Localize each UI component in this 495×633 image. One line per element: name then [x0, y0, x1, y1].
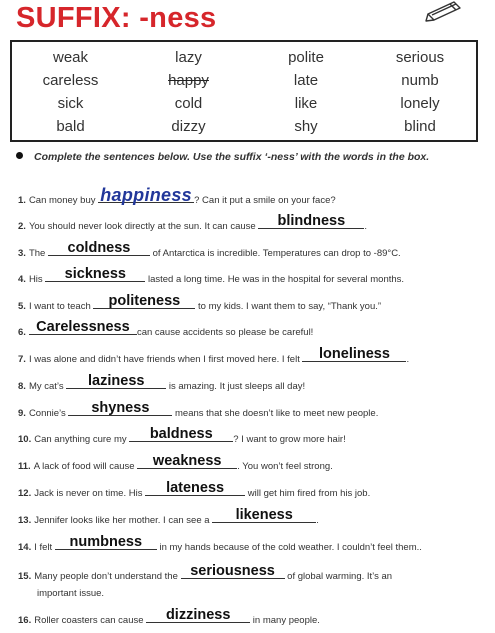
question-number: 13. — [18, 515, 32, 526]
question-text: ? I want to grow more hair! — [233, 434, 346, 445]
question — [18, 266, 405, 285]
question — [18, 213, 367, 232]
word-item-crossed-out: happy — [168, 72, 209, 89]
answer-blank[interactable] — [93, 293, 195, 309]
question-text: Can money buy — [28, 195, 99, 206]
instruction — [16, 151, 429, 163]
question-text-continued: important issue. — [37, 588, 105, 599]
answer: sickness — [64, 266, 126, 282]
answer: baldness — [149, 426, 213, 442]
word-item: serious — [395, 49, 445, 66]
question-text: . — [406, 354, 410, 365]
question-number: 4. — [18, 274, 26, 285]
answer: loneliness — [319, 346, 390, 362]
question — [18, 185, 336, 206]
word-item: careless — [42, 72, 99, 89]
answer: numbness — [69, 534, 143, 550]
question-number: 2. — [18, 221, 26, 232]
question-text: Jack is never on time. His — [34, 488, 146, 499]
question — [18, 480, 371, 499]
question-text: A lack of food will cause — [33, 461, 138, 472]
question-text: is amazing. It just sleeps all day! — [166, 381, 306, 392]
answer-blank[interactable] — [145, 480, 245, 496]
question-text: in many people. — [250, 615, 320, 626]
answer: coldness — [67, 240, 131, 256]
question-number: 14. — [18, 542, 32, 553]
word-item: late — [293, 72, 319, 89]
word-item: numb — [401, 72, 439, 89]
question-number: 9. — [18, 408, 26, 419]
answer-blank[interactable] — [45, 266, 145, 282]
word-item: dizzy — [171, 118, 206, 135]
answer-blank[interactable] — [146, 607, 250, 623]
question-text: The — [28, 248, 48, 259]
question — [18, 293, 382, 312]
question — [18, 373, 306, 392]
question-text: in my hands because of the cold weather. I couldn’t feel them.. — [156, 542, 422, 553]
word-item: lonely — [400, 95, 440, 112]
word-item: lazy — [175, 49, 202, 66]
word-item: cold — [174, 95, 203, 112]
word-item: like — [294, 95, 318, 112]
question-text: I want to teach — [28, 301, 94, 312]
question-number: 12. — [18, 488, 32, 499]
answer-blank[interactable] — [55, 534, 157, 550]
answer: happiness — [100, 185, 192, 205]
question-text: Can anything cure my — [34, 434, 130, 445]
word-item: blind — [404, 118, 436, 135]
question-text: will get him fired from his job. — [245, 488, 371, 499]
answer: seriousness — [190, 563, 275, 579]
answer: lateness — [166, 480, 225, 496]
question-text: Jennifer looks like her mother. I can see a — [34, 515, 213, 526]
question-number: 11. — [18, 461, 31, 472]
answer: Carelessness — [36, 319, 130, 335]
question — [18, 426, 346, 445]
question-number: 5. — [18, 301, 26, 312]
question — [18, 507, 319, 526]
question — [18, 400, 379, 419]
question-text: Many people don’t understand the — [34, 571, 181, 582]
question-number: 6. — [18, 327, 26, 338]
question-number: 1. — [18, 195, 26, 206]
question-text: Roller coasters can cause — [34, 615, 147, 626]
answer: laziness — [88, 373, 145, 389]
answer-blank[interactable] — [181, 563, 285, 579]
word-item: sick — [57, 95, 84, 112]
question — [18, 607, 320, 626]
question-text: lasted a long time. He was in the hospital for several months. — [145, 274, 405, 285]
answer: shyness — [91, 400, 150, 416]
question-number: 8. — [18, 381, 26, 392]
bullet-icon — [16, 152, 23, 159]
answer-blank[interactable] — [129, 426, 233, 442]
question — [18, 319, 314, 338]
question-text: of global warming. It’s an — [284, 571, 393, 582]
answer: likeness — [235, 507, 293, 523]
question-text: His — [28, 274, 46, 285]
answer-blank[interactable] — [29, 319, 137, 335]
question-text: means that she doesn’t like to meet new people. — [172, 408, 379, 419]
question-number: 7. — [18, 354, 26, 365]
word-item: bald — [56, 118, 85, 135]
question-text: ? Can it put a smile on your face? — [194, 195, 336, 206]
question-text: . — [364, 221, 367, 232]
question-number: 16. — [18, 615, 32, 626]
question-number: 15. — [18, 571, 32, 582]
answer: dizziness — [165, 607, 231, 623]
word-item: shy — [294, 118, 318, 135]
question-text: Connie’s — [28, 408, 69, 419]
answer-blank[interactable] — [212, 507, 316, 523]
answer-blank[interactable] — [48, 240, 150, 256]
question-text: to my kids. I want them to say, “Thank you.” — [195, 301, 382, 312]
answer-blank[interactable] — [98, 185, 194, 205]
word-item: polite — [288, 49, 324, 66]
answer-blank[interactable] — [137, 453, 237, 469]
question-number: 3. — [18, 248, 26, 259]
question-text: . You won’t feel strong. — [237, 461, 333, 472]
answer: weakness — [152, 453, 222, 469]
answer-blank[interactable] — [66, 373, 166, 389]
instruction-text: Complete the sentences below. Use the suffix ‘-ness’ with the words in the box. — [34, 151, 430, 163]
answer: politeness — [108, 293, 181, 309]
answer-blank[interactable] — [258, 213, 364, 229]
pencil-icon — [424, 0, 464, 22]
question-text: My cat’s — [28, 381, 67, 392]
question — [18, 240, 401, 259]
question-number: 10. — [18, 434, 32, 445]
question-text: of Antarctica is incredible. Temperatures can drop to -89°C. — [149, 248, 401, 259]
question-text: I felt — [34, 542, 55, 553]
word-item: weak — [52, 49, 89, 66]
question-text: can cause accidents so please be careful! — [136, 327, 314, 338]
question — [18, 563, 393, 582]
question-text: . — [316, 515, 319, 526]
question — [18, 453, 333, 472]
answer-blank[interactable] — [302, 346, 406, 362]
answer-blank[interactable] — [68, 400, 172, 416]
question-text: You should never look directly at the sun. It can cause — [28, 221, 259, 232]
question — [18, 346, 410, 365]
word-box — [10, 40, 478, 142]
question-text: I was alone and didn’t have friends when I first moved here. I felt — [28, 354, 303, 365]
question — [18, 534, 422, 553]
worksheet-title: SUFFIX: -ness — [16, 2, 217, 34]
answer: blindness — [277, 213, 346, 229]
